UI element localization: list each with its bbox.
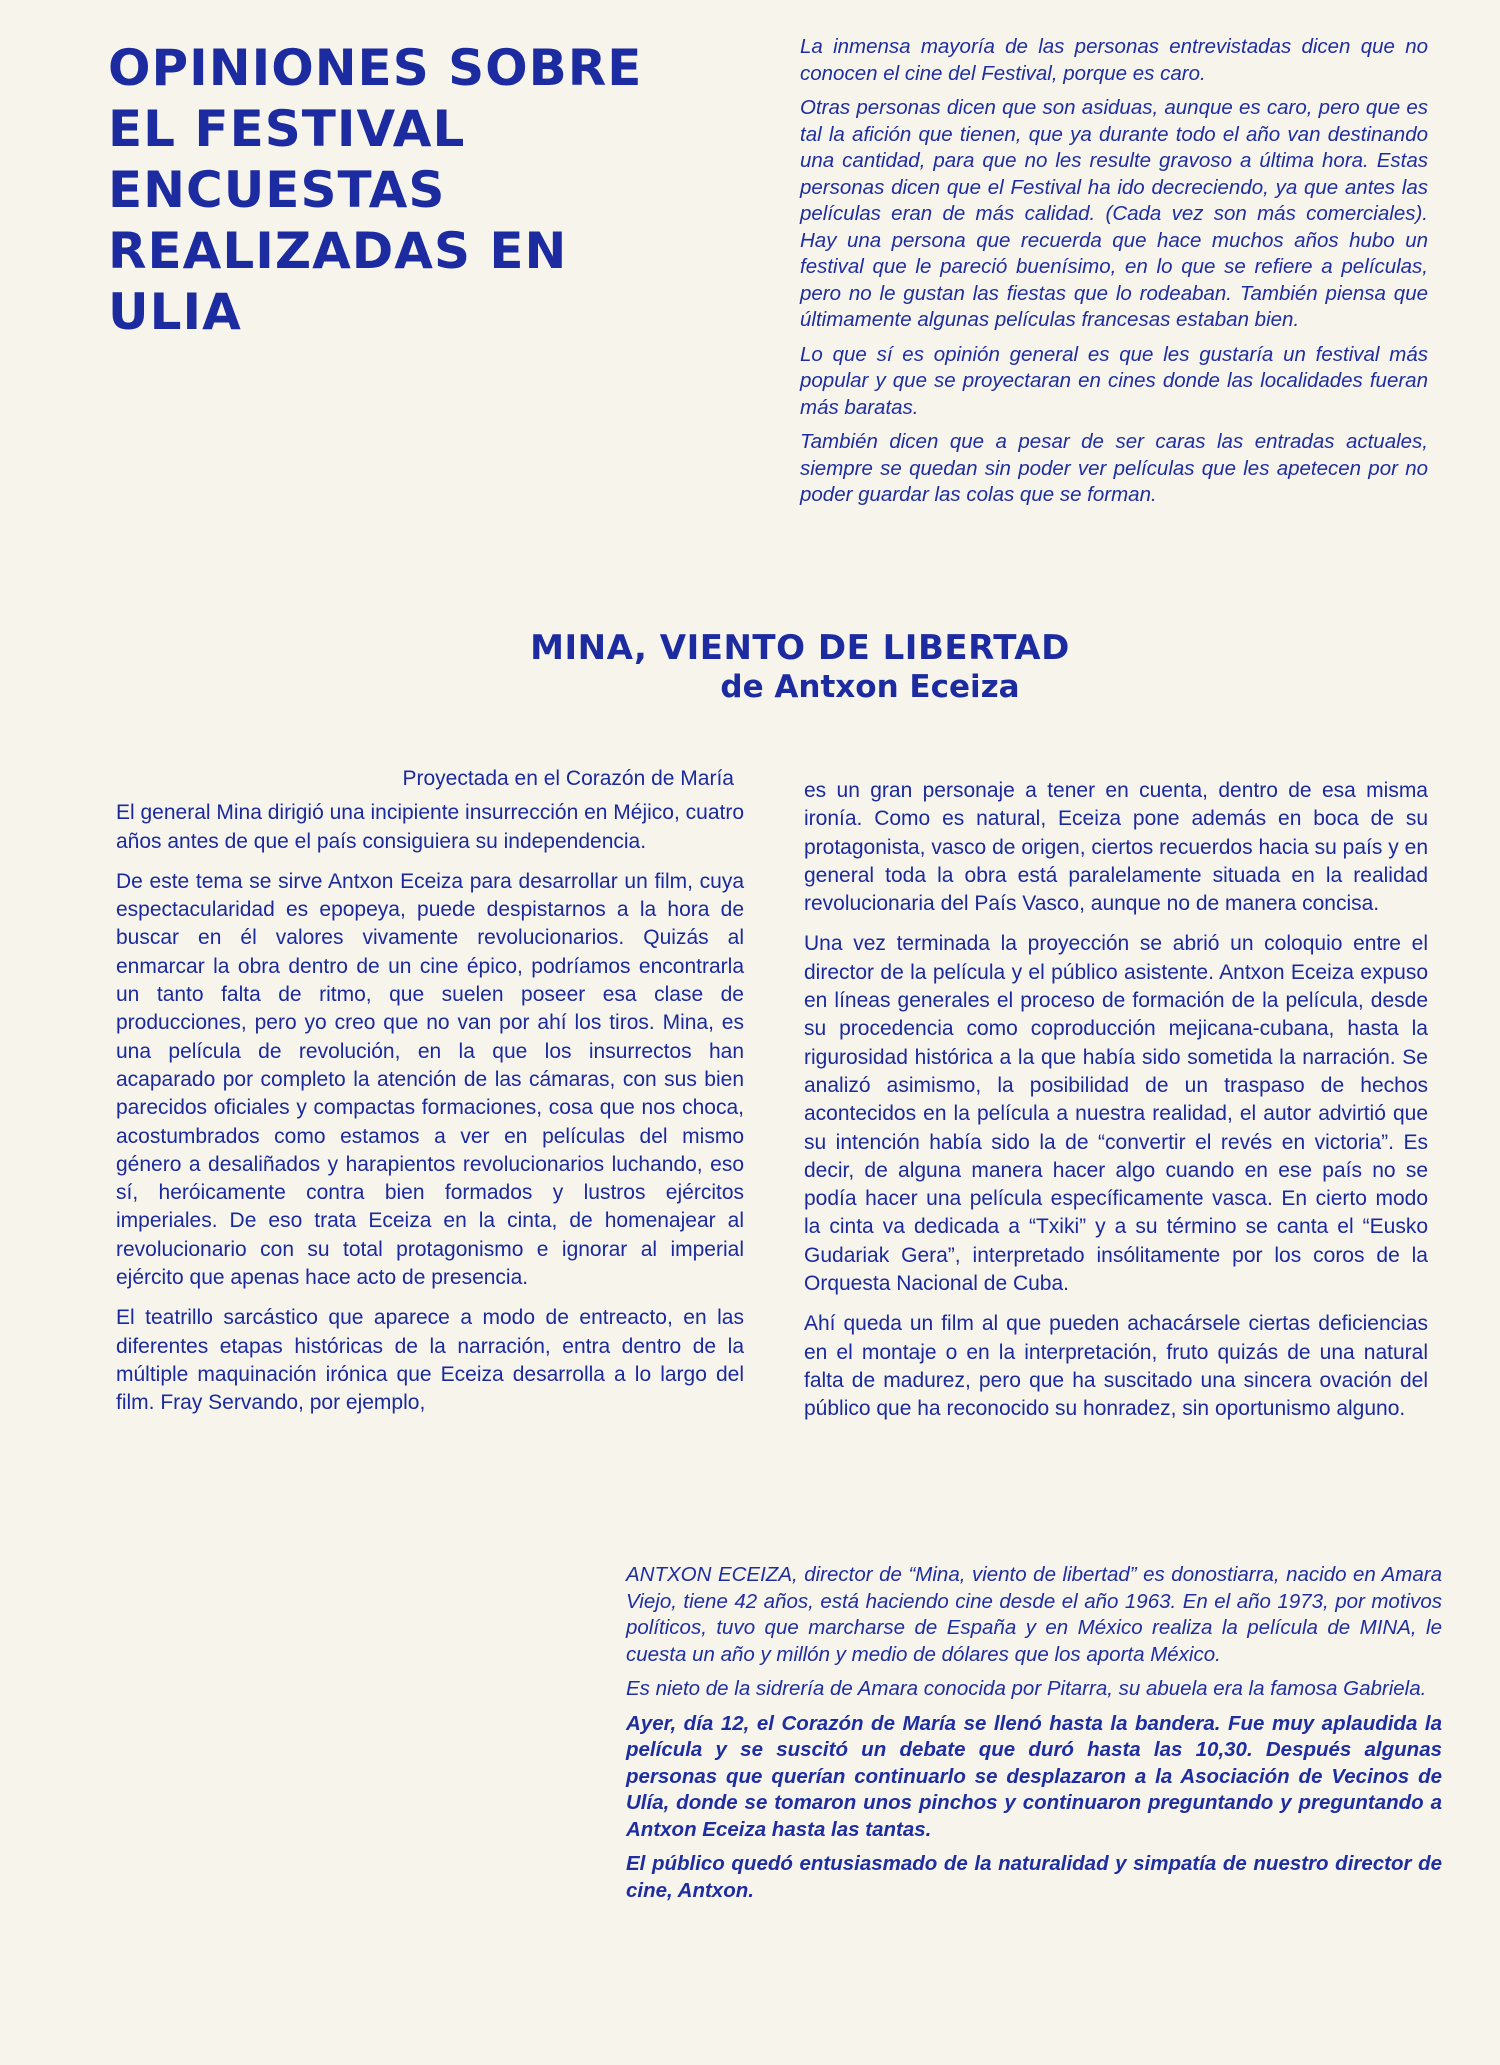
bio-bold-paragraph: El público quedó entusiasmado de la naturalidad y simpatía de nuestro director de cine, Antxon. <box>626 1852 1442 1902</box>
survey-paragraph: También dicen que a pesar de ser caras las entradas actuales, siempre se quedan sin poder ver películas que les apetecen por no poder guardar las colas que se forman. <box>800 430 1428 506</box>
article-heading <box>420 628 1180 706</box>
article-title: MINA, VIENTO DE LIBERTAD <box>530 628 1070 668</box>
title-line: OPINIONES SOBRE <box>108 39 643 97</box>
title-line: REALIZADAS EN <box>108 222 568 280</box>
page-title <box>108 38 708 343</box>
bio-bold-paragraph: Ayer, día 12, el Corazón de María se llenó hasta la bandera. Fue muy aplaudida la película y se suscitó un debate que duró hasta las 10,30. Después algunas personas que querían continuarlo se desplazaron a la Asociación de Vecinos de Ulía, donde se tomaron unos pinchos y continuaron preguntando y preguntando a Antxon Eceiza hasta las tantas. <box>626 1711 1442 1841</box>
survey-text <box>800 34 1428 517</box>
title-line: ULIA <box>108 283 242 341</box>
survey-paragraph: La inmensa mayoría de las personas entrevistadas dicen que no conocen el cine del Festival, porque es caro. <box>800 35 1428 85</box>
bio-paragraph: ANTXON ECEIZA, director de “Mina, viento de libertad” es donostiarra, nacido en Amara Viejo, tiene 42 años, está haciendo cine desde el año 1963. En el año 1973, por motivos políticos, tuvo que marcharse de España y en México realiza la película de MINA, le cuesta un año y millón y medio de dólares que los aporta México. <box>626 1563 1442 1666</box>
survey-paragraph: Otras personas dicen que son asiduas, aunque es caro, pero que es tal la afición que tienen, que ya durante todo el año van destinando una cantidad, para que no les resulte gravoso a última hora. Estas personas dicen que el Festival ha ido decreciendo, ya que antes las películas eran de más calidad. (Cada vez son más comerciales). Hay una persona que recuerda que hace muchos años hubo un festival que le pareció buenísimo, en lo que se refiere a películas, pero no le gustan las fiestas que lo rodeaban. También piensa que últimamente algunas películas francesas estaban bien. <box>800 96 1428 331</box>
article-column-left <box>116 765 744 1430</box>
article-paragraph: De este tema se sirve Antxon Eceiza para desarrollar un film, cuya espectacularidad es epopeya, puede despistarnos a la hora de buscar en él valores vivamente revolucionarios. Quizás al enmarcar la obra dentro de un cine épico, podríamos encontrarla un tanto falta de ritmo, que suelen poseer esa clase de producciones, pero yo creo que no van por ahí los tiros. Mina, es una película de revolución, en la que los insurrectos han acaparado por completo la atención de las cámaras, con sus bien parecidos oficiales y compactas formaciones, cosa que nos choca, acostumbrados como estamos a ver en películas del mismo género a desaliñados y harapientos revolucionarios luchando, eso sí, heróicamente contra bien formados y lustros ejércitos imperiales. De eso trata Eceiza en la cinta, de homenajear al revolucionario con su total protagonismo e ignorar al imperial ejército que apenas hace acto de presencia. <box>116 869 744 1290</box>
survey-paragraph: Lo que sí es opinión general es que les gustaría un festival más popular y que se proyectaran en cines donde las localidades fueran más baratas. <box>800 342 1428 419</box>
article-paragraph: Ahí queda un film al que pueden achacársele ciertas deficiencias en el montaje o en la interpretación, fruto quizás de una natural falta de madurez, pero que ha suscitado una sincera ovación del público que ha reconocido su honradez, sin oportunismo alguno. <box>804 1312 1428 1421</box>
article-paragraph: El general Mina dirigió una incipiente insurrección en Méjico, cuatro años antes de que el país consiguiera su independencia. <box>116 801 745 853</box>
projection-venue: Proyectada en el Corazón de María <box>402 767 734 790</box>
director-bio <box>626 1562 1442 1912</box>
article-paragraph: es un gran personaje a tener en cuenta, dentro de esa misma ironía. Como es natural, Eceiza pone además en boca de su protagonista, vasco de origen, ciertos recuerdos hacia su país y en general toda la obra está paralelamente situada en la realidad revolucionaria del País Vasco, aunque no de manera concisa. <box>804 779 1428 916</box>
article-column-right <box>804 777 1428 1436</box>
article-paragraph: Una vez terminada la proyección se abrió un coloquio entre el director de la película y el público asistente. Antxon Eceiza expuso en líneas generales el proceso de formación de la película, desde su procedencia como coproducción mejicana-cubana, hasta la rigurosidad histórica a la que había sido sometida la narración. Se analizó asimismo, la posibilidad de un traspaso de hechos acontecidos en la película a nuestra realidad, el autor advirtió que su intención había sido la de “convertir el revés en victoria”. Es decir, de alguna manera hacer algo cuando en ese país no se podía hacer una película específicamente vasca. En cierto modo la cinta va dedicada a “Txiki” y a su término se canta el “Eusko Gudariak Gera”, interpretado insólitamente por los coros de la Orquesta Nacional de Cuba. <box>804 932 1428 1296</box>
article-subtitle: de Antxon Eceiza <box>720 669 1020 705</box>
bio-paragraph: Es nieto de la sidrería de Amara conocida por Pitarra, su abuela era la famosa Gabriela. <box>626 1677 1427 1700</box>
article-paragraph: El teatrillo sarcástico que aparece a modo de entreacto, en las diferentes etapas históricas de la narración, entra dentro de la múltiple maquinación irónica que Eceiza desarrolla a lo largo del film. Fray Servando, por ejemplo, <box>116 1306 744 1415</box>
title-line: EL FESTIVAL <box>108 100 466 158</box>
title-line: ENCUESTAS <box>108 161 446 219</box>
